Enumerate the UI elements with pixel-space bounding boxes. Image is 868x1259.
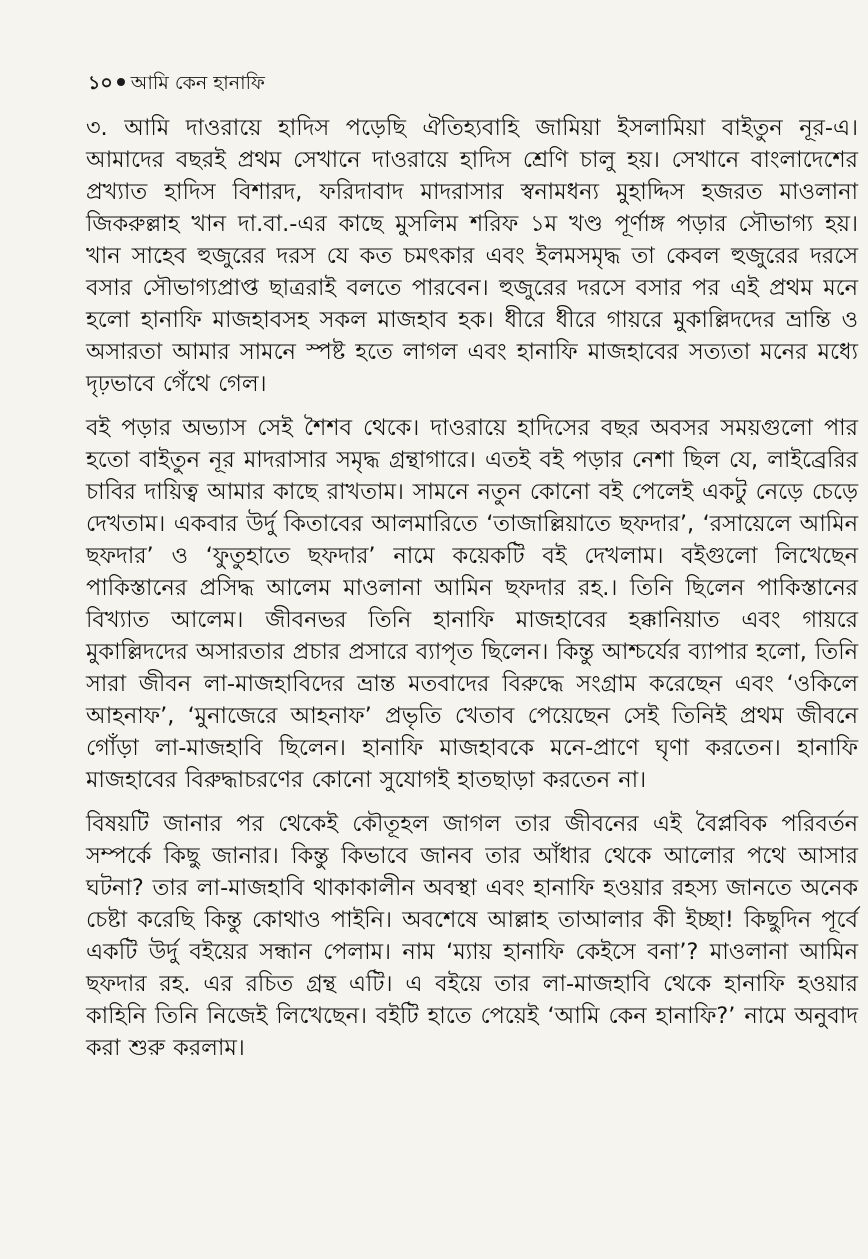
paragraph-1: ৩. আমি দাওরায়ে হাদিস পড়েছি ঐতিহ্যবাহি জামিয়া ইসলামিয়া বাইতুন নূর-এ। আমাদের বছরই প্রথম সেখানে দাওরায়ে হাদিস শ্রেণি চালু হয়। সেখানে বাংলাদেশের প্রখ্যাত হাদিস বিশারদ, ফরিদাবাদ মাদরাসার স্বনামধন্য মুহাদ্দিস হজরত মাওলানা জিকরুল্লাহ খান দা.বা.-এর কাছে মুসলিম শরিফ ১ম খণ্ড পূর্ণাঙ্গ পড়ার সৌভাগ্য হয়। খান সাহেব হুজুরের দরস যে কত চমৎকার এবং ইলমসমৃদ্ধ তা কেবল হুজুরের দরসে বসার সৌভাগ্যপ্রাপ্ত ছাত্ররাই বলতে পারবেন। হুজুরের দরসে বসার পর এই প্রথম মনে হলো হানাফি মাজহাবসহ সকল মাজহাব হক। ধীরে ধীরে গায়রে মুকাল্লিদদের ভ্রান্তি ও অসারতা আমার সামনে স্পষ্ট হতে লাগল এবং হানাফি মাজহাবের সত্যতা মনের মধ্যে দৃঢ়ভাবে গেঁথে গেল। (86, 115, 858, 397)
body-text (86, 112, 858, 1064)
book-title: আমি কেন হানাফি (130, 72, 265, 94)
bullet-dot-icon (117, 78, 125, 86)
paragraph-3: বিষয়টি জানার পর থেকেই কৌতূহল জাগল তার জীবনের এই বৈপ্লবিক পরিবর্তন সম্পর্কে কিছু জানার। কিন্তু কিভাবে জানব তার আঁধার থেকে আলোর পথে আসার ঘটনা? তার লা-মাজহাবি থাকাকালীন অবস্থা এবং হানাফি হওয়ার রহস্য জানতে অনেক চেষ্টা করেছি কিন্তু কোথাও পাইনি। অবশেষে আল্লাহ তাআলার কী ইচ্ছা! কিছুদিন পূর্বে একটি উর্দু বইয়ের সন্ধান পেলাম। নাম ‘ম্যায় হানাফি কেইসে বনা’? মাওলানা আমিন ছফদার রহ. এর রচিত গ্রন্থ এটি। এ বইয়ে তার লা-মাজহাবি থেকে হানাফি হওয়ার কাহিনি তিনি নিজেই লিখেছেন। বইটি হাতে পেয়েই ‘আমি কেন হানাফি?’ নামে অনুবাদ করা শুরু করলাম। (86, 811, 858, 1061)
paragraph-2: বই পড়ার অভ্যাস সেই শৈশব থেকে। দাওরায়ে হাদিসের বছর অবসর সময়গুলো পার হতো বাইতুন নূর মাদরাসার সমৃদ্ধ গ্রন্থাগারে। এতই বই পড়ার নেশা ছিল যে, লাইব্রেরির চাবির দায়িত্ব আমার কাছে রাখতাম। সামনে নতুন কোনো বই পেলেই একটু নেড়ে চেড়ে দেখতাম। একবার উর্দু কিতাবের আলমারিতে ‘তাজাল্লিয়াতে ছফদার’, ‘রসায়েলে আমিন ছফদার’ ও ‘ফুতুহাতে ছফদার’ নামে কয়েকটি বই দেখলাম। বইগুলো লিখেছেন পাকিস্তানের প্রসিদ্ধ আলেম মাওলানা আমিন ছফদার রহ.। তিনি ছিলেন পাকিস্তানের বিখ্যাত আলেম। জীবনভর তিনি হানাফি মাজহাবের হক্কানিয়াত এবং গায়রে মুকাল্লিদদের অসারতার প্রচার প্রসারে ব্যাপৃত ছিলেন। কিন্তু আশ্চর্যের ব্যাপার হলো, তিনি সারা জীবন লা-মাজহাবিদের ভ্রান্ত মতবাদের বিরুদ্ধে সংগ্রাম করেছেন এবং ‘ওকিলে আহনাফ’, ‘মুনাজেরে আহনাফ’ প্রভৃতি খেতাব পেয়েছেন সেই তিনিই প্রথম জীবনে গোঁড়া লা-মাজহাবি ছিলেন। হানাফি মাজহাবকে মনে-প্রাণে ঘৃণা করতেন। হানাফি মাজহাবের বিরুদ্ধাচরণের কোনো সুযোগই হাতছাড়া করতেন না। (86, 415, 859, 793)
running-header (88, 70, 265, 96)
page-number: ১০ (88, 72, 113, 94)
